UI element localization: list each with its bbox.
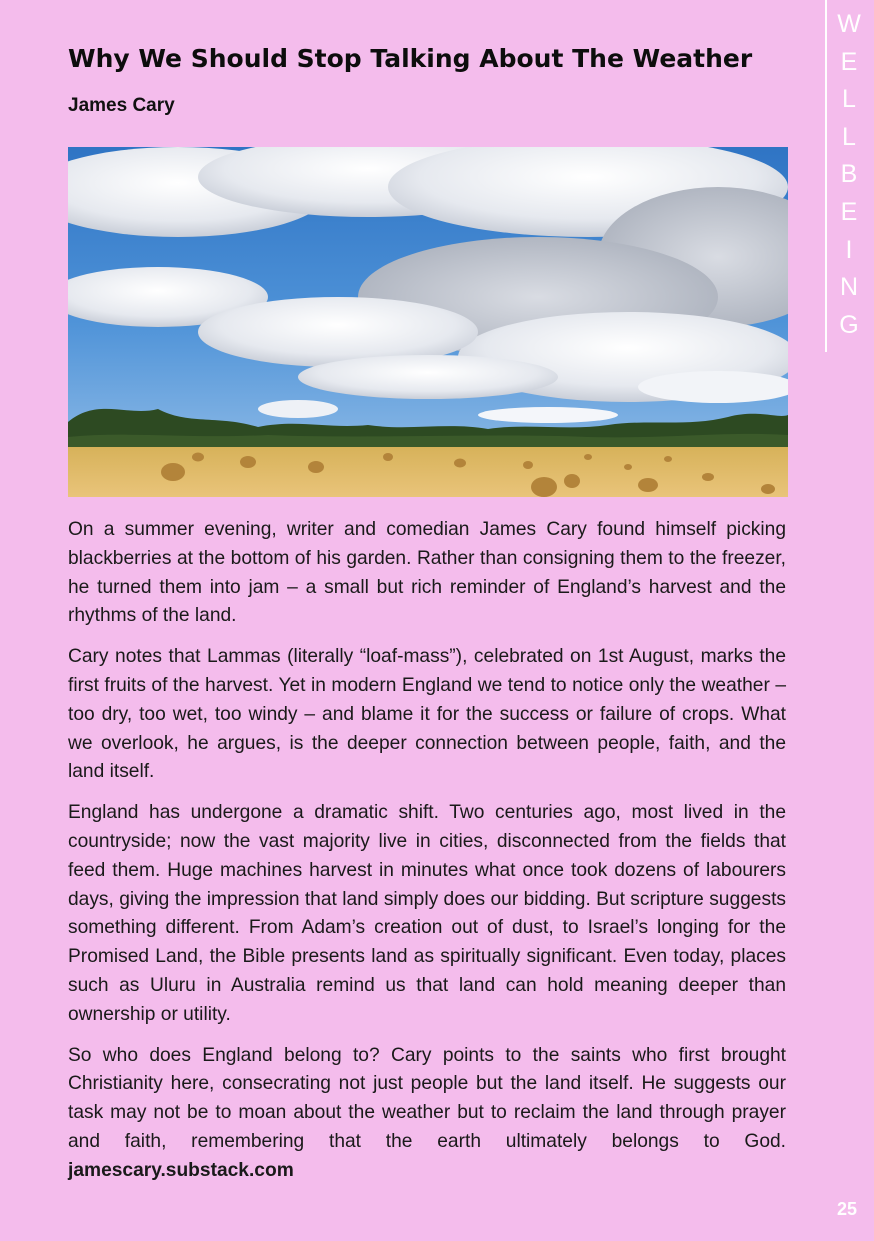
section-label-wellbeing [832,6,866,344]
section-label-letter: G [839,310,859,339]
section-divider-line [825,0,827,352]
section-label-letter: L [842,122,856,151]
section-label-letter: I [845,235,853,264]
section-label-letter: E [840,197,858,226]
paragraph-4 [68,1042,786,1186]
section-label-letter: L [842,85,856,114]
paragraph-2: Cary notes that Lammas (literally “loaf-mass”), celebrated on 1st August, marks the first fruits of the harvest. Yet in modern England we tend to notice only the weather – too dry, too wet, too windy – and blame it for the success or failure of crops. What we overlook, he argues, is the deeper connection between people, faith, and the land itself. [68,646,786,783]
section-label-letter: N [839,273,859,302]
article-body [68,516,786,1198]
section-label-letter: W [837,10,861,38]
website-link[interactable]: jamescary.substack.com [68,1159,294,1181]
harvest-field-photo [68,147,788,497]
article-title: Why We Should Stop Talking About The Weather [68,44,753,73]
page-number: 25 [836,1199,858,1219]
article-author: James Cary [68,95,175,116]
closing-paragraph-text: So who does England belong to? Cary points to the saints who first brought Christianity here, consecrating not just people but the land itself. He suggests our task may not be to moan about the weather but to reclaim the land through prayer and faith, remembering that the earth ultimately belongs to God. [68,1044,786,1152]
paragraph-1: On a summer evening, writer and comedian James Cary found himself picking blackberries at the bottom of his garden. Rather than consigning them to the freezer, he turned them into jam – a small but rich reminder of England’s harvest and the rhythms of the land. [68,519,786,627]
paragraph-3: England has undergone a dramatic shift. Two centuries ago, most lived in the countryside; now the vast majority live in cities, disconnected from the fields that feed them. Huge machines harvest in minutes what once took dozens of labourers days, giving the impression that land simply does our bidding. But scripture suggests something different. From Adam’s creation out of dust, to Israel’s longing for the Promised Land, the Bible presents land as spiritually significant. Even today, places such as Uluru in Australia remind us that land can hold meaning deeper than ownership or utility. [68,802,786,1025]
section-label-letter: B [840,160,858,189]
section-label-letter: E [840,47,858,76]
